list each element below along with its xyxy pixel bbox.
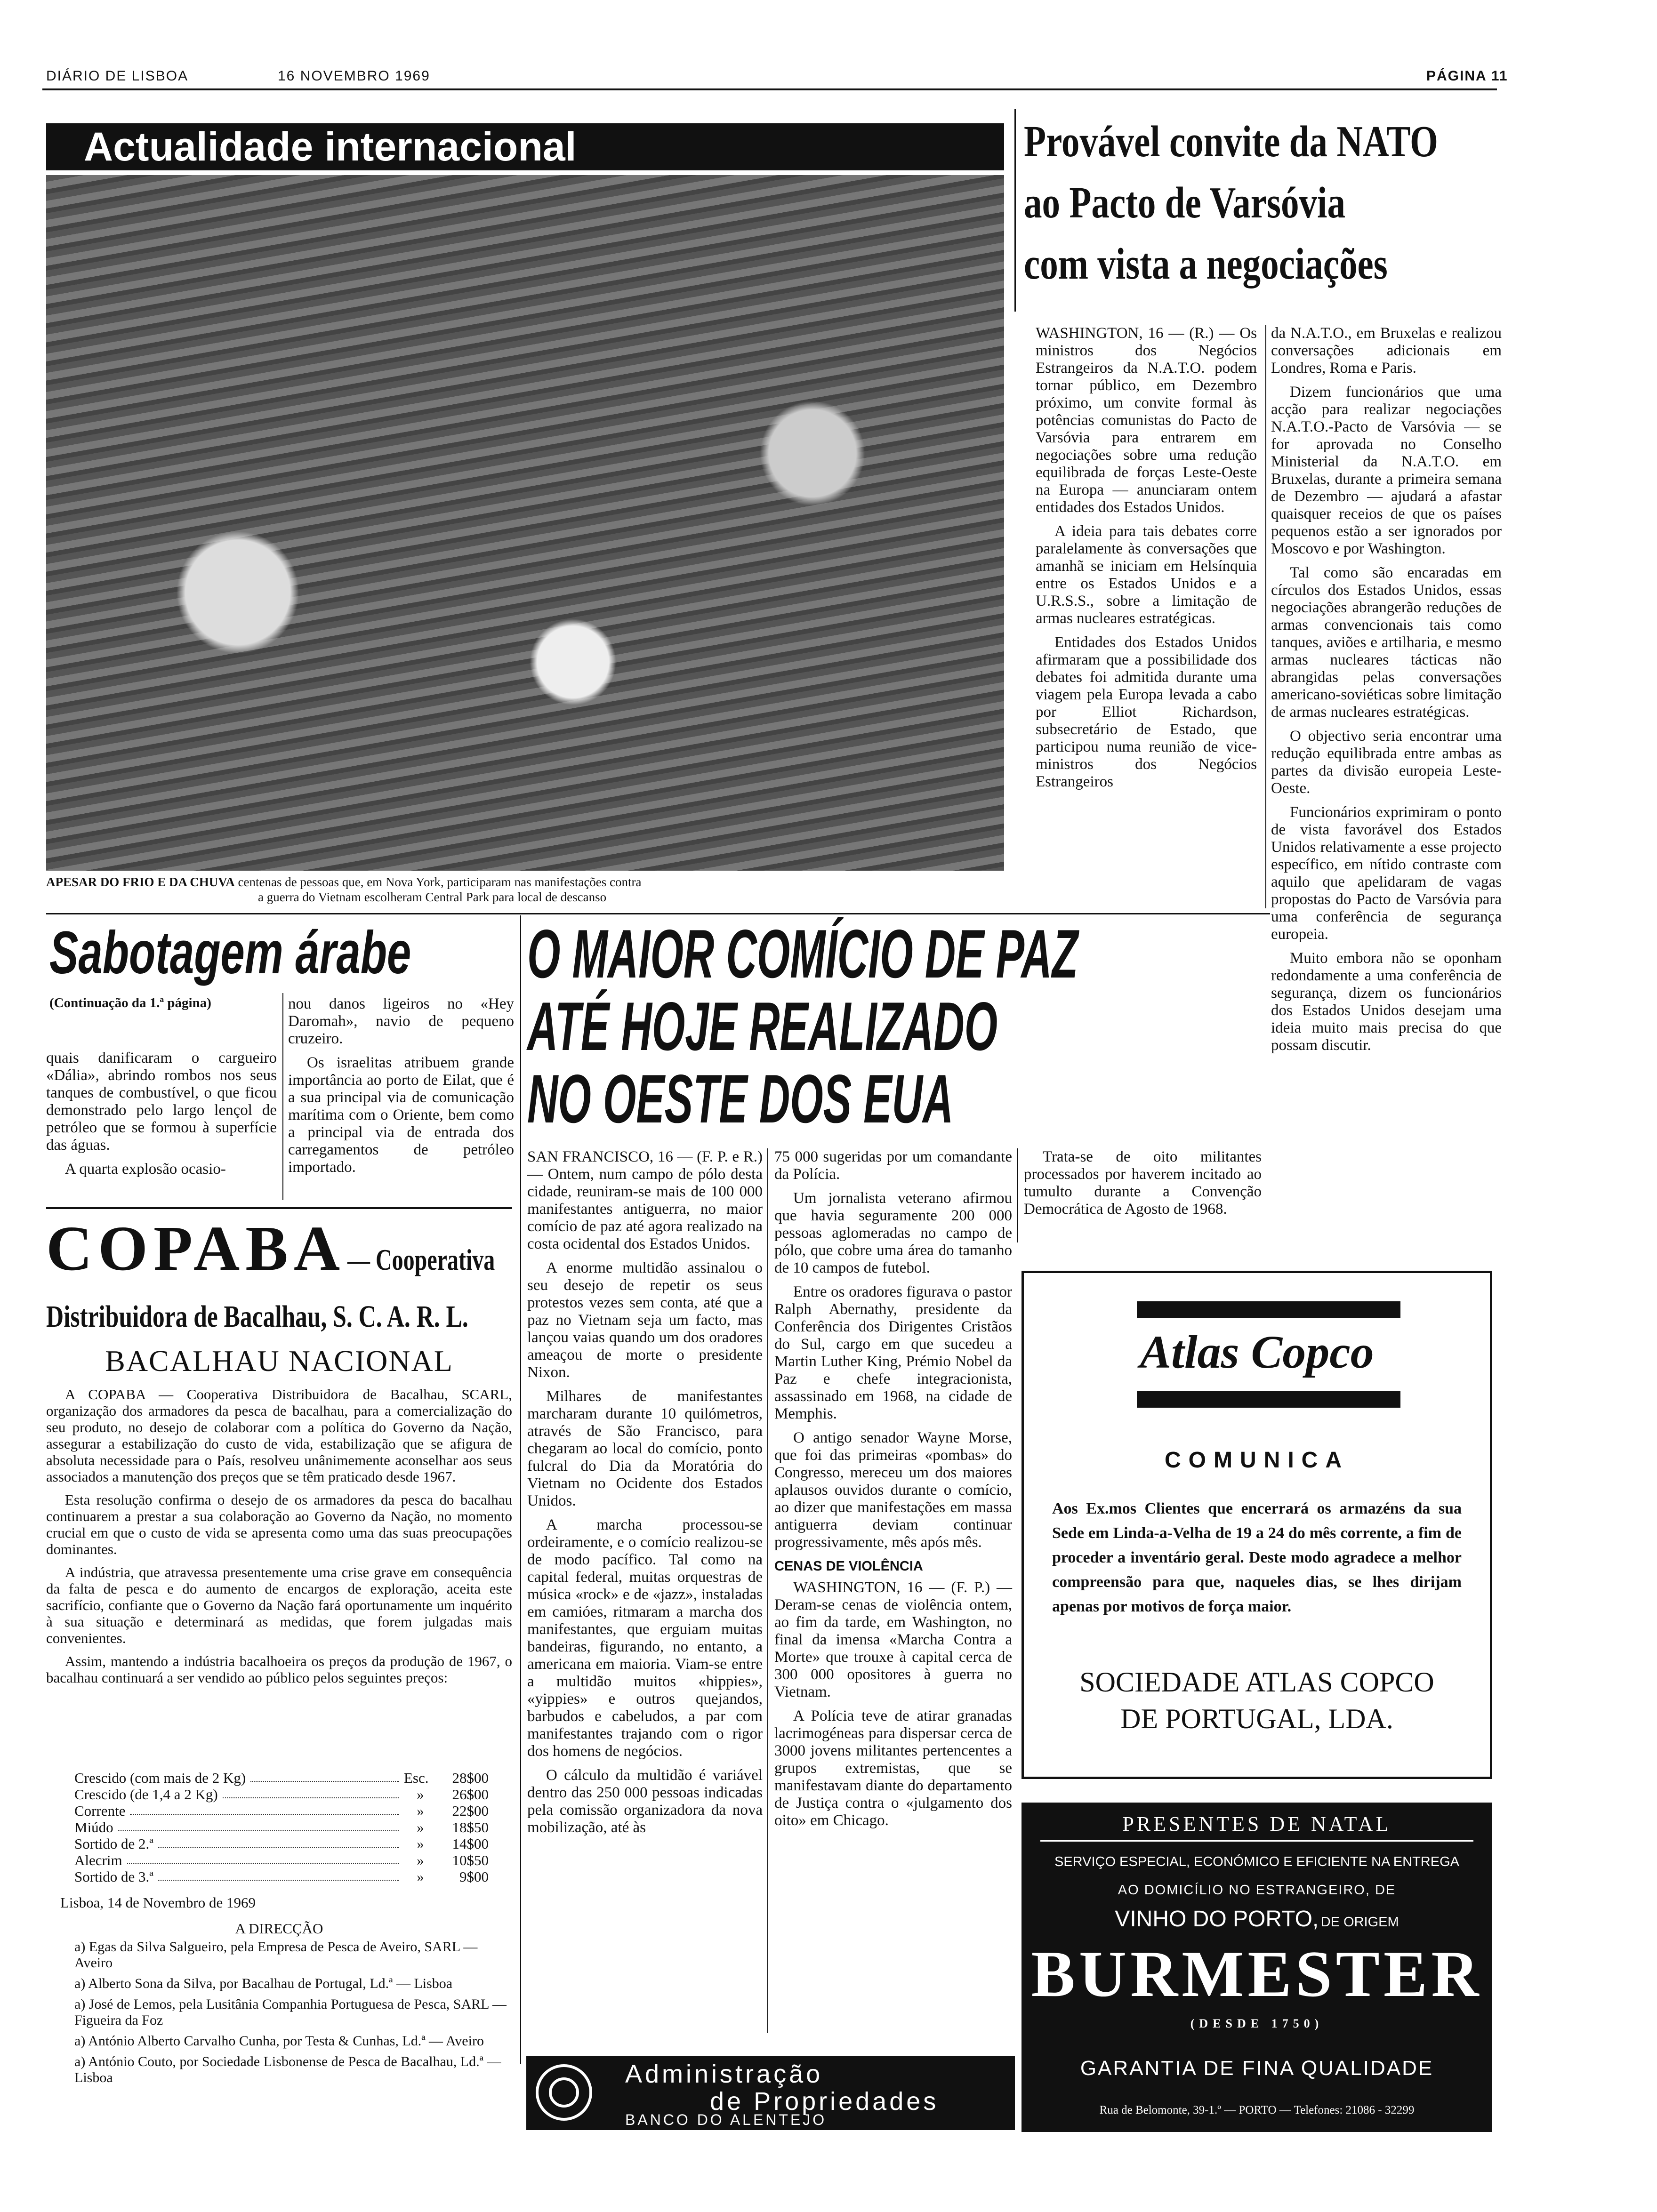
atlas-brand: Atlas Copco — [1140, 1326, 1374, 1378]
nato-headline-line2: ao Pacto de Varsóvia — [1024, 178, 1345, 227]
atlas-comunica: COMUNICA — [1165, 1448, 1349, 1473]
alentejo-line2: de Propriedades — [710, 2087, 939, 2116]
direction-item: a) António Couto, por Sociedade Lisbonense de Pesca de Bacalhau, Ld.ª — Lisboa — [74, 2054, 501, 2085]
comicio-paragraph: Trata-se de oito militantes processados por haverem incitado ao tumulto durante a Convenção Democrática de Agosto de 1968. — [1024, 1148, 1262, 1218]
alentejo-line3: BANCO DO ALENTEJO — [625, 2111, 827, 2128]
ad-rule — [46, 1207, 512, 1209]
comicio-paragraph: SAN FRANCISCO, 16 — (F. P. e R.) — Ontem, num campo de pólo desta cidade, reuniram-se mais de 100 000 manifestantes antiguerra, no maior comício de paz até agora realizado na costa ocidental dos Estados Unidos. — [527, 1148, 763, 1252]
copaba-product-title: BACALHAU NACIONAL — [105, 1344, 453, 1378]
sabotagem-column-2 — [288, 995, 514, 1183]
sabotagem-continuation: (Continuação da 1.ª página) — [49, 995, 211, 1010]
atlas-company-line1: SOCIEDADE ATLAS COPCO — [1079, 1667, 1434, 1698]
nato-paragraph: Entidades dos Estados Unidos afirmaram que a possibilidade dos debates foi admitida durante uma viagem pela Europa levada a cabo por Elliot Richardson, subsecretário de Estado, que participou numa reunião de vice-ministros dos Negócios Estrangeiros — [1036, 634, 1257, 790]
burmester-brand: BURMESTER — [1031, 1938, 1483, 2011]
column-rule — [520, 915, 521, 2064]
caption-line1: centenas de pessoas que, em Nova York, participaram nas manifestações contra — [238, 875, 642, 889]
caption-line2: a guerra do Vietnam escolheram Central Park para local de descanso — [258, 890, 607, 904]
burmester-address: Rua de Belomonte, 39-1.º — PORTO — Telefones: 21086 - 32299 — [1099, 2104, 1415, 2116]
copaba-paragraph: Esta resolução confirma o desejo de os armadores da pesca do bacalhau continuarem a prestar a sua colaboração ao Governo da Nação, no momento crucial em que o custo de vida se apresenta como uma das suas preocupações dominantes. — [46, 1491, 512, 1557]
atlas-copco-ad — [1022, 1271, 1492, 1779]
comicio-paragraph: A Polícia teve de atirar granadas lacrimogéneas para dispersar cerca de 3000 jovens militantes pertencentes a grupos extremistas, que se manifestavam diante do departamento de Justiça contra o «julgamento dos oito» em Chicago. — [774, 1707, 1012, 1829]
comicio-paragraph: Entre os oradores figurava o pastor Ralph Abernathy, presidente da Conferência dos Dirigentes Cristãos do Sul, cargo em que sucedeu a Martin Luther King, Prémio Nobel da Paz e chefe integracionista, assassinado em 1968, na cidade de Memphis. — [774, 1283, 1012, 1422]
bank-logo-icon — [536, 2064, 592, 2121]
nato-dateline-paragraph: WASHINGTON, 16 — (R.) — Os ministros dos Negócios Estrangeiros da N.A.T.O. podem tornar público, em Dezembro próximo, um convite formal às potências comunistas do Pacto de Varsóvia para entrarem em negociações sobre uma redução equilibrada de forças Leste-Oeste na Europa — anunciaram ontem entidades dos Estados Unidos. — [1036, 325, 1257, 516]
price-row: Miúdo » 18$50 — [74, 1819, 489, 1835]
price-row: Crescido (de 1,4 a 2 Kg) » 26$00 — [74, 1786, 489, 1803]
violence-subhead: CENAS DE VIOLÊNCIA — [774, 1559, 923, 1574]
copaba-date: Lisboa, 14 de Novembro de 1969 — [60, 1894, 256, 1911]
direction-item: a) Egas da Silva Salgueiro, pela Empresa de Pesca de Aveiro, SARL — Aveiro — [74, 1939, 478, 1971]
price-row: Crescido (com mais de 2 Kg) Esc. 28$00 — [74, 1770, 489, 1786]
direction-item: a) Alberto Sona da Silva, por Bacalhau de Portugal, Ld.ª — Lisboa — [74, 1976, 453, 1991]
section-banner — [46, 123, 1004, 170]
protest-photo — [46, 175, 1004, 871]
price-table — [74, 1770, 489, 1885]
copaba-ad — [46, 1212, 512, 2130]
comicio-headline-line3: NO OESTE DOS EUA — [527, 1060, 954, 1137]
alentejo-ad — [526, 2056, 1015, 2130]
section-title: Actualidade internacional — [84, 124, 577, 169]
copaba-paragraph: A indústria, que atravessa presentemente uma crise grave em consequência da falta de pesca e do aumento de encargos de exploração, aceita este sacrifício, confiante que o Governo da Nação fará oportunamente um inquérito à sua situação e determinará as medidas, que forem julgadas mais convenientes. — [46, 1564, 512, 1646]
column-rule — [282, 993, 283, 1200]
comicio-paragraph: Um jornalista veterano afirmou que havia seguramente 200 000 pessoas aglomeradas no campo de pólo, que cobre uma área do tamanho de 10 campos de futebol. — [774, 1190, 1012, 1276]
comicio-paragraph: A enorme multidão assinalou o seu desejo de repetir os seus protestos vezes sem conta, até que a paz no Vietnam seja um facto, mas lançou vaias quando um dos oradores ameaçou de morte o presidente Nixon. — [527, 1259, 763, 1381]
comicio-column-3 — [1024, 1148, 1262, 1225]
nato-column-2 — [1271, 325, 1502, 1061]
sabotagem-headline: Sabotagem árabe — [49, 919, 411, 986]
header-rule — [42, 88, 1497, 90]
atlas-company — [1024, 1664, 1490, 1737]
banner-rule — [1040, 1840, 1473, 1842]
comicio-headline-line1: O MAIOR COMÍCIO DE PAZ — [527, 915, 1078, 992]
sabotagem-column-1 — [46, 1050, 277, 1185]
nato-headline-line1: Provável convite da NATO — [1024, 117, 1438, 166]
sabotagem-paragraph: A quarta explosão ocasio- — [65, 1161, 226, 1178]
burmester-slogan: GARANTIA DE FINA QUALIDADE — [1080, 2057, 1434, 2080]
photo-caption — [46, 874, 1004, 905]
burmester-line3: VINHO DO PORTO, DE ORIGEM — [1115, 1907, 1399, 1931]
column-rule — [767, 1148, 768, 2033]
comicio-headline — [527, 915, 1078, 1137]
comicio-column-2 — [774, 1148, 1012, 1836]
logo-bar-top — [1137, 1301, 1400, 1318]
sabotagem-paragraph: quais danificaram o cargueiro «Dália», abrindo rombos nos seus tanques de combustível, o que ficou demonstrado pelo largo lençol de petróleo que se formou à superfície das águas. — [46, 1050, 277, 1154]
direction-item: a) José de Lemos, pela Lusitânia Companhia Portuguesa de Pesca, SARL — Figueira da Foz — [74, 1996, 507, 2028]
burmester-line1: SERVIÇO ESPECIAL, ECONÓMICO E EFICIENTE NA ENTREGA — [1054, 1854, 1459, 1869]
page-number: PÁGINA 11 — [1426, 68, 1508, 84]
comicio-paragraph: O antigo senador Wayne Morse, que foi das primeiras «pombas» do Congresso, mereceu um dos maiores aplausos ouvidos durante o comício, ao dizer que manifestações em massa antiguerra deviam continuar progressivamente, mês após mês. — [774, 1429, 1012, 1551]
nato-paragraph: Funcionários exprimiram o ponto de vista favorável dos Estados Unidos relativamente a esse projecto específico, em nítido contraste com aquilo que apelidaram de vagas propostas do Pacto de Varsóvia para uma conferência de segurança europeia. — [1271, 804, 1502, 943]
comicio-headline-line2: ATÉ HOJE REALIZADO — [527, 988, 998, 1065]
comicio-paragraph: Milhares de manifestantes marcharam durante 10 quilómetros, através de São Francisco, para chegaram ao local do comício, ponto fulcral do Dia da Moratória do Vietnam no Ocidente dos Estados Unidos. — [527, 1388, 763, 1509]
issue-date: 16 NOVEMBRO 1969 — [278, 68, 430, 84]
atlas-company-line2: DE PORTUGAL, LDA. — [1120, 1703, 1393, 1734]
copaba-title-row — [46, 1212, 544, 1285]
copaba-paragraph: A COPABA — Cooperativa Distribuidora de Bacalhau, SCARL, organização dos armadores da pesca de bacalhau, para a comercialização do seu produto, no desejo de colaborar com a política do Governo da Nação, assegurar a estabilização do custo de vida, estabilização que se afigura de absoluta necessidade para o País, resolveu unânimemente aconselhar aos seus associados a manutenção dos preços que se têm praticado desde 1967. — [46, 1386, 512, 1485]
nato-paragraph: O objectivo seria encontrar uma redução equilibrada entre ambas as partes da divisão europeia Leste-Oeste. — [1271, 728, 1502, 797]
nato-headline — [1024, 111, 1438, 295]
burmester-banner: PRESENTES DE NATAL — [1122, 1812, 1392, 1835]
price-row: Sortido de 2.ª » 14$00 — [74, 1835, 489, 1852]
nato-paragraph: Tal como são encaradas em círculos dos Estados Unidos, essas negociações abrangerão reduções de armas convencionais tais como tanques, aviões e artilharia, e mesmo armas nucleares tácticas não abrangidas pelas conversações americano-soviéticas sobre limitação de armas nucleares estratégicas. — [1271, 564, 1502, 721]
sabotagem-paragraph: nou danos ligeiros no «Hey Daromah», navio de pequeno cruzeiro. — [288, 995, 514, 1047]
logo-bar-bottom — [1137, 1391, 1400, 1408]
sabotagem-paragraph: Os israelitas atribuem grande importância ao porto de Eilat, que é a sua principal via de comunicação marítima com o Oriente, bem como a principal via de entrada dos carregamentos de petróleo importado. — [288, 1054, 514, 1176]
burmester-line2: AO DOMICÍLIO NO ESTRANGEIRO, DE — [1118, 1883, 1396, 1898]
column-rule — [1265, 325, 1266, 908]
direction-title: A DIRECÇÃO — [235, 1920, 323, 1937]
comicio-paragraph: O cálculo da multidão é variável dentro das 250 000 pessoas indicadas pela comissão organizadora da nova mobilização, até às — [527, 1767, 763, 1836]
comicio-paragraph: 75 000 sugeridas por um comandante da Polícia. — [774, 1148, 1012, 1183]
copaba-name: COPABA — [46, 1213, 346, 1284]
copaba-sub1: — Cooperativa — [347, 1243, 495, 1276]
comicio-column-1 — [527, 1148, 763, 1843]
comicio-paragraph: A marcha processou-se ordeiramente, e o comício realizou-se de modo pacífico. Tal como na capital federal, muitas orquestras de música «rock» e de «jazz», instaladas em camióes, ritmaram a marcha dos manifestantes, que erguiam muitas bandeiras, figurando, no entanto, a americana em maioria. Viam-se entre a multidão muitos «hippies», «yippies» e outros quejandos, barbudos e cabeludos, a par com manifestantes trajando com o rigor dos homens de negócios. — [527, 1516, 763, 1760]
column-rule — [1014, 109, 1016, 312]
nato-paragraph: A ideia para tais debates corre paralelamente às conversações que amanhã se iniciam em Helsínquia entre os Estados Unidos e a U.R.S.S., sobre a limitação de armas nucleares estratégicas. — [1036, 523, 1257, 627]
atlas-body: Aos Ex.mos Clientes que encerrará os armazéns da sua Sede em Linda-a-Velha de 19 a 24 do mês corrente, a fim de proceder a inventário geral. Deste modo agradece a melhor compreensão para que, naqueles dias, se lhes dirijam apenas por motivos de força maior. — [1052, 1500, 1462, 1615]
section-rule — [46, 913, 1270, 914]
copaba-sub2: Distribuidora de Bacalhau, S. C. A. R. L. — [46, 1299, 468, 1334]
direction-list — [74, 1939, 507, 2091]
nato-paragraph: da N.A.T.O., em Bruxelas e realizou conversações adicionais em Londres, Roma e Paris. — [1271, 325, 1502, 377]
alentejo-line1: Administração — [625, 2060, 823, 2088]
burmester-since: (DESDE 1750) — [1190, 2017, 1324, 2030]
price-row: Alecrim » 10$50 — [74, 1852, 489, 1868]
copaba-body — [46, 1386, 512, 1692]
nato-paragraph: Muito embora não se oponham redondamente a uma conferência de segurança, dizem os funcionários dos Estados Unidos desejam uma ideia muito mais precisa do que possam discutir. — [1271, 950, 1502, 1054]
price-row: Corrente » 22$00 — [74, 1803, 489, 1819]
column-rule — [1017, 1148, 1018, 1242]
nato-column-1 — [1036, 325, 1257, 797]
newspaper-name: DIÁRIO DE LISBOA — [46, 68, 189, 84]
copaba-paragraph: Assim, mantendo a indústria bacalhoeira os preços da produção de 1967, o bacalhau continuará a ser vendido ao público pelos seguintes preços: — [46, 1653, 512, 1686]
caption-lead: APESAR DO FRIO E DA CHUVA — [46, 875, 235, 889]
nato-paragraph: Dizem funcionários que uma acção para realizar negociações N.A.T.O.-Pacto de Varsóvia — se for aprovada no Conselho Ministerial da N.A.T.O. em Bruxelas, durante a primeira semana de Dezembro — ajudará a afastar quaisquer receios de que os países pequenos estão a ser ignorados por Moscovo e por Washington. — [1271, 384, 1502, 557]
nato-headline-line3: com vista a negociações — [1024, 240, 1388, 289]
direction-item: a) António Alberto Carvalho Cunha, por Testa & Cunhas, Ld.ª — Aveiro — [74, 2033, 484, 2049]
price-row: Sortido de 3.ª » 9$00 — [74, 1868, 489, 1885]
burmester-ad — [1022, 1803, 1492, 2132]
comicio-paragraph: WASHINGTON, 16 — (F. P.) — Deram-se cenas de violência ontem, ao fim da tarde, em Washington, no final da imensa «Marcha Contra a Morte» que trouxe à capital cerca de 300 000 opositores à guerra no Vietnam. — [774, 1579, 1012, 1700]
